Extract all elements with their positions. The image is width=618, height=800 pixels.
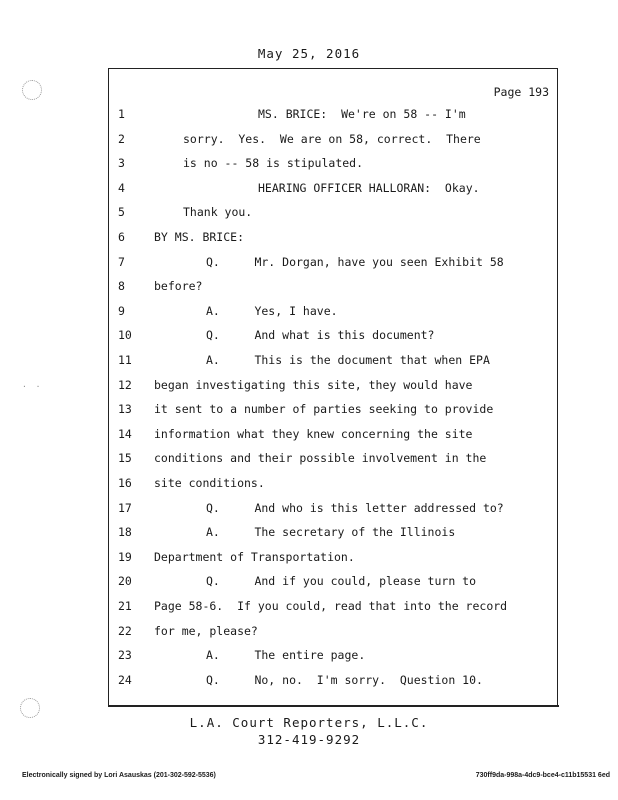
line-number: 24 — [118, 672, 132, 687]
hole-punch-mark-top — [22, 80, 42, 100]
line-number: 14 — [118, 426, 132, 441]
transcript-line — [109, 522, 557, 542]
line-text: HEARING OFFICER HALLORAN: Okay. — [258, 180, 480, 195]
transcript-line — [109, 621, 557, 641]
line-number: 8 — [118, 279, 125, 294]
line-number: 3 — [118, 156, 125, 171]
line-number: 5 — [118, 205, 125, 220]
line-number: 18 — [118, 525, 132, 540]
transcript-line — [109, 596, 557, 616]
transcript-line — [109, 571, 557, 591]
line-text: conditions and their possible involvement in the — [154, 451, 487, 466]
line-number: 21 — [118, 599, 132, 613]
transcript-line — [109, 178, 557, 198]
court-reporter-firm: L.A. Court Reporters, L.L.C. — [189, 715, 429, 730]
transcript-line — [109, 153, 557, 173]
line-number: 17 — [118, 500, 132, 515]
line-number: 1 — [118, 107, 125, 121]
transcript-line — [109, 325, 557, 345]
electronic-signature-note: Electronically signed by Lori Asauskas (201-302-592-5536) — [22, 772, 216, 779]
line-text: A. The entire page. — [206, 648, 366, 663]
transcript-line — [109, 104, 557, 124]
transcript-line — [109, 375, 557, 395]
line-number: 6 — [118, 230, 125, 244]
line-number: 20 — [118, 574, 132, 589]
transcript-line — [109, 399, 557, 419]
hole-punch-mark-bottom — [20, 698, 40, 718]
line-text: is no -- 58 is stipulated. — [183, 156, 364, 171]
line-text: before? — [154, 279, 203, 294]
line-text: Department of Transportation. — [154, 549, 355, 564]
line-text: A. Yes, I have. — [206, 303, 338, 318]
line-text: it sent to a number of parties seeking to provide — [154, 402, 494, 417]
line-text: Q. And who is this letter addressed to? — [206, 500, 504, 515]
page-bottom-rule — [108, 705, 559, 707]
line-number: 13 — [118, 402, 132, 417]
transcript-line — [109, 129, 557, 149]
transcript-line — [109, 227, 557, 247]
transcript-date: May 25, 2016 — [257, 46, 361, 61]
line-number: 16 — [118, 476, 132, 490]
line-number: 11 — [118, 353, 132, 367]
transcript-line — [109, 424, 557, 444]
transcript-page — [108, 68, 558, 707]
transcript-line — [109, 301, 557, 321]
transcript-line — [109, 276, 557, 296]
transcript-line — [109, 473, 557, 493]
line-text: sorry. Yes. We are on 58, correct. There — [183, 131, 481, 146]
line-number: 19 — [118, 549, 132, 564]
line-text: Q. And if you could, please turn to — [206, 574, 477, 589]
document-id: 730ff9da-998a-4dc9-bce4-c11b15531 6ed — [475, 772, 610, 779]
transcript-line — [109, 498, 557, 518]
transcript-line — [109, 547, 557, 567]
line-text: Q. Mr. Dorgan, have you seen Exhibit 58 — [206, 254, 504, 269]
page-number: Page 193 — [493, 85, 549, 99]
line-number: 23 — [118, 648, 132, 663]
line-number: 10 — [118, 328, 132, 343]
line-number: 7 — [118, 254, 125, 269]
line-number: 2 — [118, 131, 125, 146]
transcript-line — [109, 202, 557, 222]
line-text: began investigating this site, they would have — [154, 377, 473, 392]
line-text: Q. And what is this document? — [206, 328, 435, 343]
transcript-line — [109, 350, 557, 370]
line-number: 15 — [118, 451, 132, 466]
line-number: 4 — [118, 180, 125, 195]
line-text: Q. No, no. I'm sorry. Question 10. — [206, 672, 483, 687]
line-number: 22 — [118, 623, 132, 638]
scan-artifact: · · — [22, 382, 43, 391]
court-reporter-phone: 312-419-9292 — [257, 732, 361, 747]
line-text: MS. BRICE: We're on 58 -- I'm — [258, 107, 466, 121]
line-number: 12 — [118, 377, 132, 392]
line-text: for me, please? — [154, 623, 258, 638]
line-text: information what they knew concerning the site — [154, 426, 473, 441]
line-number: 9 — [118, 303, 125, 318]
transcript-line — [109, 645, 557, 665]
line-text: A. The secretary of the Illinois — [206, 525, 456, 540]
line-text: A. This is the document that when EPA — [206, 353, 490, 367]
line-text: site conditions. — [154, 476, 265, 490]
line-text: BY MS. BRICE: — [154, 230, 245, 244]
line-text: Thank you. — [183, 205, 253, 220]
transcript-line — [109, 670, 557, 690]
transcript-line — [109, 252, 557, 272]
line-text: Page 58-6. If you could, read that into the record — [154, 599, 508, 613]
transcript-line — [109, 448, 557, 468]
